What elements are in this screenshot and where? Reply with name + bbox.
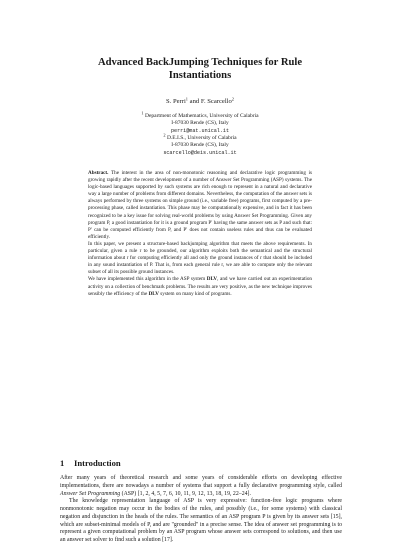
affiliation-mark: 2: [231, 96, 234, 102]
author-name: S. Perri: [166, 98, 186, 105]
body-text: (ASP) [1, 2, 4, 5, 7, 6, 10, 11, 9, 12, 13, 18, 19, 22–24].: [120, 490, 251, 497]
body-paragraph: The knowledge representation language of ASP is very expressive: function-free logic programs where nonmonotonic negation may occur in the bodies of the rules, and possibly (i.e., for some systems) with classical negation and disjunction in the heads of the rules. The semantics of an ASP program P is given by its answer sets [15], which are subset-minimal models of P, and are "grounded" in a precise sense. The idea of answer set programming is to represent a given computational problem by an ASP program whose answer sets correspond to solutions, and then use an answer set solver to find such a solution [17].: [60, 498, 342, 543]
abstract-text: We have implemented this algorithm in the ASP system: [88, 276, 207, 283]
abstract-text: , and we have carried out an experimentation activity on a collection of benchmark problems. The results are very positive, as the new technique improves sensibly the efficiency of the: [88, 276, 312, 297]
author-conjunction: and: [189, 98, 200, 105]
abstract-text: The interest in the area of non-monotonic reasoning and declarative logic programming is growing rapidly after the recent development of a number of Answer Set Programming (ASP) systems. The logic-based languages supported by such systems are rich enough to represent in a natural and declarative way a large number of problems from different domains. Nevertheless, the computation of the answer sets is always performed by three systems on simple ground (i.e., variable free) programs, first computed by a pre-processing phase, called instantiation. This phase may be computationally expensive, and in fact it has been recognized to be a key issue for solving real-world problems by using Answer Set Programming. Given any program P, a good instantiation for it is a ground program P′ having the same answer sets as P and such that: P′ can be computed efficiently from P, and P′ does not contain useless rules and thus can be evaluated efficiently.: [88, 170, 312, 240]
paper-title-line-1: Advanced BackJumping Techniques for Rule: [97, 57, 303, 68]
body-paragraph: [60, 475, 342, 498]
section-heading: [60, 458, 121, 468]
body-text: After many years of theoretical research and some years of considerable efforts on developing effective implementations, there are nowadays a number of systems that support a fully declarative programming style, called: [60, 475, 342, 489]
affiliation-address: I-87030 Rende (CS), Italy: [171, 142, 229, 149]
paper-title-line-2: Instantiations: [168, 70, 232, 81]
author-list: [0, 98, 400, 105]
author-name: F. Scarcello: [200, 98, 232, 105]
abstract-text: system on many kind of programs.: [158, 290, 232, 297]
affiliation-department: D.E.I.S., University of Calabria: [166, 135, 237, 141]
affiliation-2: [0, 132, 400, 157]
abstract-label: Abstract.: [88, 170, 109, 176]
affiliation-email: scarcello@deis.unical.it: [163, 149, 237, 156]
abstract: [88, 170, 312, 298]
system-name: DLV: [206, 276, 218, 283]
affiliation-mark: 1: [185, 96, 188, 102]
affiliation-department: Department of Mathematics, University of Calabria: [144, 113, 259, 119]
section-title: Introduction: [74, 458, 121, 468]
abstract-paragraph: In this paper, we present a structure-based backjumping algorithm that meets the above requirements. In particular, given a rule r to be grounded, our algorithm exploits both the semantical and the structural information about r for computing efficiently all and only the ground instances of r that should be included in any sound instantiation of P. That is, from each general rule r, we are able to compute only the relevant subset of all its possible ground instances.: [88, 240, 312, 276]
introduction-body: [60, 475, 342, 545]
affiliation-email: perri@mat.unical.it: [170, 127, 230, 134]
section-number: 1: [60, 458, 65, 468]
emphasized-term: Answer Set Programming: [60, 490, 121, 497]
affiliation-mark: 1: [141, 110, 144, 116]
affiliation-address: I-87030 Rende (CS), Italy: [171, 120, 229, 127]
affiliation-mark: 2: [163, 132, 166, 138]
abstract-paragraph: [88, 170, 312, 241]
system-name: DLV: [148, 290, 159, 297]
abstract-paragraph: [88, 276, 312, 297]
